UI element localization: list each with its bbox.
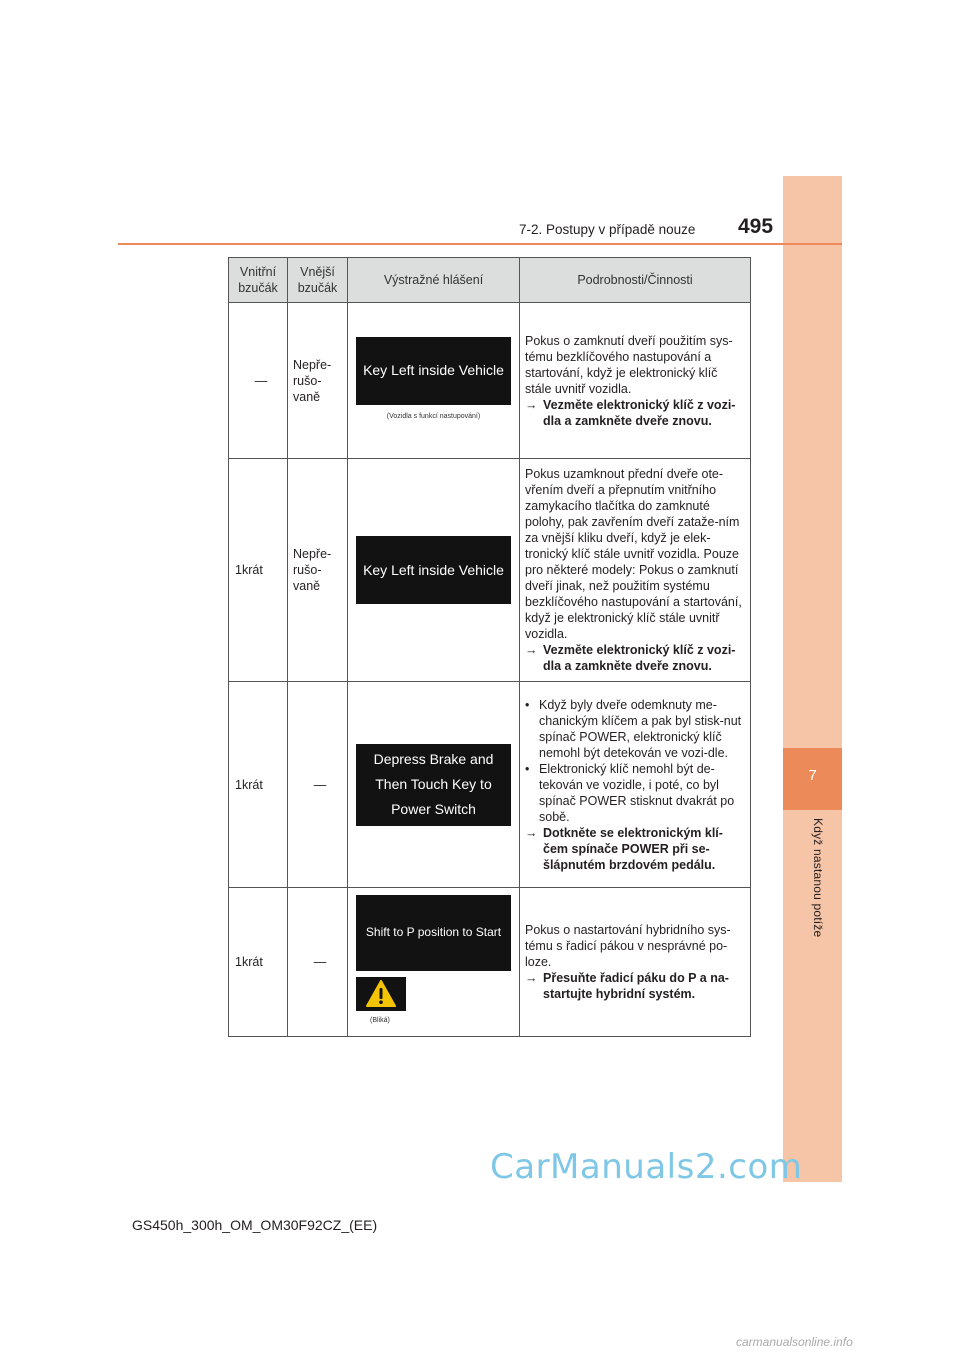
arrow-right-icon: → (525, 971, 538, 985)
header-warning-message: Výstražné hlášení (348, 258, 520, 303)
detail-bullets (525, 697, 745, 825)
arrow-right-icon: → (525, 397, 538, 412)
internal-buzzer-cell: 1krát (229, 888, 288, 1037)
internal-buzzer-cell: — (229, 303, 288, 459)
arrow-right-icon: → (525, 643, 538, 657)
details-cell (520, 303, 751, 459)
table-header-row (229, 258, 751, 303)
section-title: 7-2. Postupy v případě nouze (519, 222, 696, 237)
arrow-right-icon: → (525, 825, 538, 840)
warning-table (228, 257, 751, 1037)
table-row (229, 888, 751, 1037)
external-buzzer-cell: Nepře-rušo-vaně (288, 303, 348, 459)
internal-buzzer-cell: 1krát (229, 459, 288, 682)
page-number: 495 (738, 215, 774, 238)
details-cell (520, 682, 751, 888)
table-row (229, 682, 751, 888)
details-cell (520, 459, 751, 682)
header-external-buzzer: Vnější bzučák (288, 258, 348, 303)
action-text: Dotkněte se elektronickým klí-čem spínače POWER při se-šlápnutém brzdovém pedálu. (543, 825, 723, 872)
action-text: Přesuňte řadicí páku do P a na-startujte hybridní systém. (543, 971, 729, 1001)
internal-buzzer-cell: 1krát (229, 682, 288, 888)
warning-message-cell (348, 682, 520, 888)
detail-text: Pokus uzamknout přední dveře ote-vřením dveří a přepnutím vnitřního zamykacího tlačítka do zamknuté polohy, pak zavřením dveří zataže-ním za vnější kliku dveří, když je elek-tronický klíč stále uvnitř vozidla. Pouze pro některé modely: Pokus o zamknutí dveří jinak, než použitím systému bezklíčového nastupování a startování, když je elektronický klíč stále uvnitř vozidla. (525, 467, 742, 641)
watermark-url: carmanualsonline.info (736, 1335, 853, 1349)
display-message: Shift to P position to Start (356, 895, 511, 971)
details-cell (520, 888, 751, 1037)
watermark-logo: CarManuals2.com (490, 1147, 803, 1187)
detail-text: Pokus o nastartování hybridního sys-tému s řadicí pákou v nesprávné po-loze. (525, 923, 731, 969)
header-internal-buzzer: Vnitřní bzučák (229, 258, 288, 303)
header-details-actions: Podrobnosti/Činnosti (520, 258, 751, 303)
external-buzzer-cell: Nepře-rušo-vaně (288, 459, 348, 682)
warning-message-cell (348, 888, 520, 1037)
chapter-number-tab: 7 (783, 748, 842, 810)
display-message: Key Left inside Vehicle (356, 337, 511, 405)
warning-message-cell (348, 303, 520, 459)
list-item: • Když byly dveře odemknuty me-chanickým klíčem a pak byl stisk-nut spínač POWER, elektronický klíč nemohl být detekován ve vozi-dle. (525, 697, 742, 760)
action-text: Vezměte elektronický klíč z vozi-dla a zamkněte dveře znovu. (543, 397, 736, 428)
external-buzzer-cell: — (288, 888, 348, 1037)
list-item: • Elektronický klíč nemohl být de-tekován ve vozidle, i poté, co byl spínač POWER stisknut dvakrát po sobě. (525, 761, 735, 824)
external-buzzer-cell: — (288, 682, 348, 888)
chapter-title: Když nastanou potíže (811, 818, 825, 938)
detail-text: Pokus o zamknutí dveří použitím sys-tému bezklíčového nastupování a startování, když je elektronický klíč stále uvnitř vozidla. (525, 333, 733, 396)
header-rule (118, 243, 842, 245)
side-chapter-band (783, 176, 842, 1182)
display-message: Key Left inside Vehicle (356, 536, 511, 604)
document-code: GS450h_300h_OM_OM30F92CZ_(EE) (132, 1217, 378, 1233)
table-row (229, 303, 751, 459)
action-text: Vezměte elektronický klíč z vozi-dla a zamkněte dveře znovu. (543, 643, 736, 673)
table-row (229, 459, 751, 682)
message-caption: (Vozidla s funkcí nastupování) (386, 412, 481, 420)
warning-caption: (Bliká) (370, 1017, 390, 1025)
display-message: Depress Brake and Then Touch Key to Power Switch (356, 744, 511, 826)
warning-triangle-icon (356, 977, 406, 1011)
warning-message-cell (348, 459, 520, 682)
